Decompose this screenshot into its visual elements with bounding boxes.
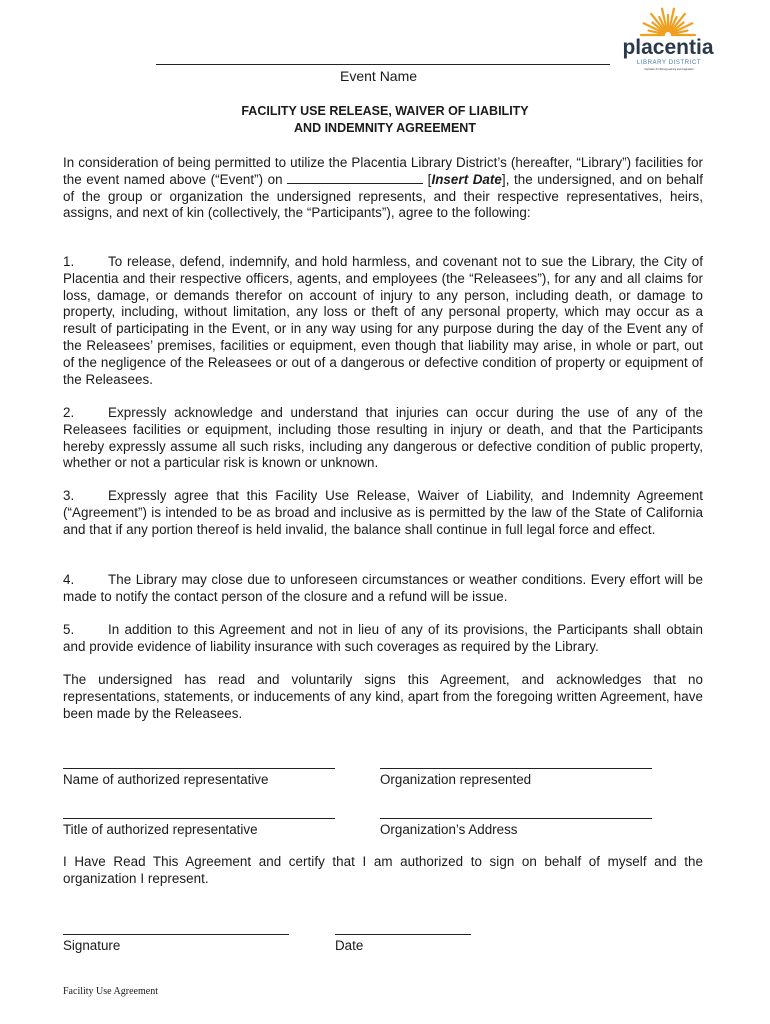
- address-line[interactable]: [380, 818, 652, 819]
- title-label: Title of authorized representative: [63, 822, 258, 837]
- event-name-label: Event Name: [340, 68, 418, 84]
- clause-text: To release, defend, indemnify, and hold harmless, and covenant not to sue the Library, the City of Placentia and their respective officers, agents, and employees (the “Releasees”), for any and all claims for loss, damage, or demands therefor on account of injury to any person, including death, or damage to property, including, without limitation, any loss or theft of any personal property, which may occur as a result of participating in the Event, or in any way using for any purpose during the day of the Event any of the Releasees’ premises, facilities or equipment, even though that liability may arise, in whole or part, out of the negligence of the Releasees or out of a dangerous or defective condition of property or equipment of the Releasees.: [63, 254, 703, 387]
- clause-text: Expressly agree that this Facility Use Release, Waiver of Liability, and Indemnity Agreement (“Agreement”) is intended to be as broad and inclusive as is permitted by the law of the State of California and that if any portion thereof is held invalid, the balance shall continue in full legal force and effect.: [63, 488, 703, 537]
- footer-text: Facility Use Agreement: [63, 986, 158, 997]
- clause-number: 4.: [63, 572, 75, 587]
- acknowledgement-paragraph: The undersigned has read and voluntarily signs this Agreement, and acknowledges that no representations, statements, or inducements of any kind, apart from the foregoing written Agreement, have been made by the Releasees.: [63, 672, 703, 721]
- date-line[interactable]: [335, 934, 471, 935]
- clause-4: [63, 572, 703, 606]
- logo-name: placentia: [622, 36, 714, 59]
- insert-date-placeholder: Insert Date: [431, 171, 502, 187]
- logo-tagline: Inspiration for lifelong learning and imagination: [644, 68, 694, 71]
- clause-1: [63, 254, 703, 388]
- clause-2: [63, 405, 703, 472]
- date-label: Date: [335, 938, 364, 953]
- event-name-line: [156, 64, 610, 65]
- name-label: Name of authorized representative: [63, 772, 269, 787]
- title-signature-line[interactable]: [63, 818, 335, 819]
- intro-paragraph: [63, 155, 703, 222]
- intro-text-end: ], the undersigned, and on behalf of the group or organization the undersigned represents, and their respective representatives, heirs, assigns, and next of kin (collectively, the “Participants”), agree to the following:: [63, 171, 703, 221]
- signature-label: Signature: [63, 938, 121, 953]
- clause-number: 3.: [63, 488, 75, 503]
- address-label: Organization’s Address: [380, 822, 518, 837]
- certification-paragraph: I Have Read This Agreement and certify that I am authorized to sign on behalf of myself and the organization I represent.: [63, 854, 703, 886]
- date-blank: [287, 173, 423, 184]
- document-title-line1: FACILITY USE RELEASE, WAIVER OF LIABILITY: [241, 104, 529, 118]
- clause-text: In addition to this Agreement and not in lieu of any of its provisions, the Participants shall obtain and provide evidence of liability insurance with such coverages as required by the Library.: [63, 622, 703, 654]
- organization-line[interactable]: [380, 768, 652, 769]
- placentia-library-logo: [618, 4, 718, 84]
- signature-line[interactable]: [63, 934, 289, 935]
- clause-text: The Library may close due to unforeseen circumstances or weather conditions. Every effort will be made to notify the contact person of the closure and a refund will be issue.: [63, 572, 703, 604]
- clause-number: 5.: [63, 622, 75, 637]
- logo-subtitle: LIBRARY DISTRICT: [636, 60, 702, 66]
- name-signature-line[interactable]: [63, 768, 335, 769]
- sun-icon: [618, 4, 718, 84]
- clause-number: 1.: [63, 254, 75, 269]
- clause-text: Expressly acknowledge and understand that injuries can occur during the use of any of the Releasees facilities or equipment, including those resulting in injury or death, and that the Participants hereby expressly assume all such risks, including any dangerous or defective condition of public property, whether or not a particular risk is known or unknown.: [63, 405, 703, 471]
- intro-text-start: In consideration of being permitted to utilize the Placentia Library District’s (hereafter, “Library”) facilities for the event named above (“Event”) on: [63, 155, 703, 187]
- clause-number: 2.: [63, 405, 75, 420]
- clause-3: [63, 488, 703, 538]
- bracket-open: [: [423, 171, 432, 187]
- clause-5: [63, 622, 703, 656]
- document-title-line2: AND INDEMNITY AGREEMENT: [294, 121, 476, 135]
- organization-label: Organization represented: [380, 772, 532, 787]
